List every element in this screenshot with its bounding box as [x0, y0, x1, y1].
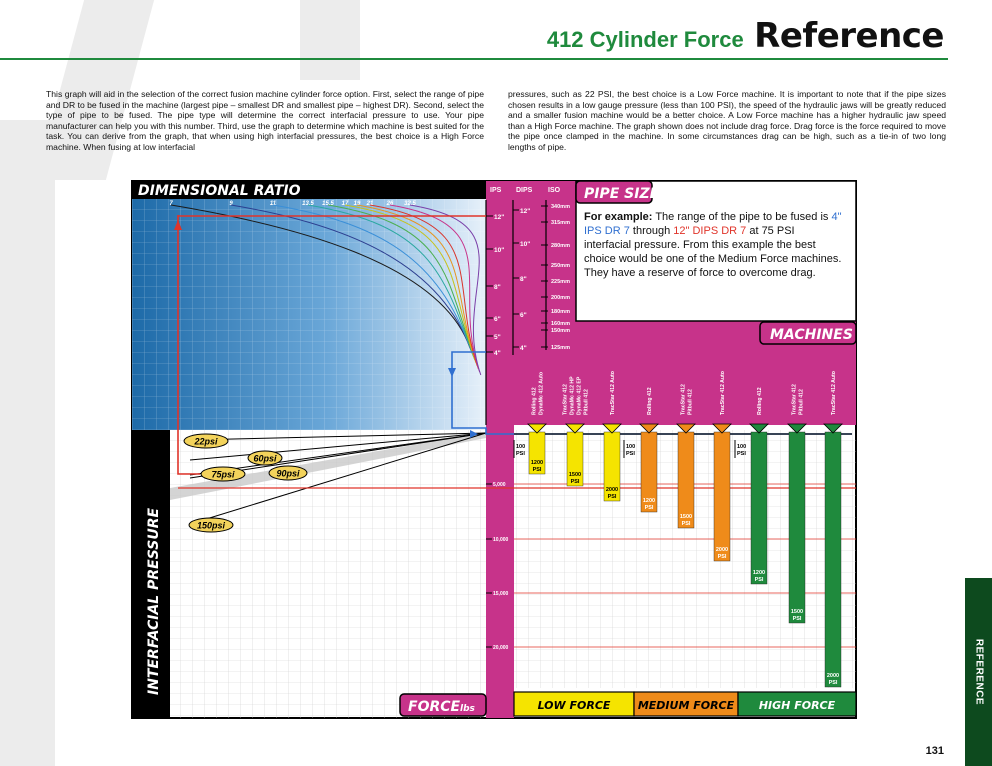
machines-title: MACHINES: [770, 327, 853, 343]
machine-label: TracStar 412: [562, 384, 569, 415]
dr-tick-label: 7: [169, 201, 173, 207]
bar-label: 1200: [642, 498, 656, 504]
machine-label: TracStar 412 Auto: [831, 371, 837, 415]
machine-label: TracStar 412: [791, 384, 798, 415]
psi-label: 150psi: [196, 520, 226, 531]
machine-label: DynaMc 412 Auto: [538, 371, 545, 415]
dips-tick: 6": [520, 312, 527, 319]
section-tab[interactable]: REFERENCE: [965, 578, 992, 766]
dr-tick-label: 15.5: [322, 201, 334, 207]
dips-tick: 12": [520, 208, 531, 215]
page-number: 131: [925, 745, 944, 757]
force-group-label: LOW FORCE: [537, 699, 611, 712]
example-dips: 12" DIPS DR 7: [673, 225, 747, 237]
svg-text:PSI: PSI: [717, 554, 727, 560]
bar-label: 1200: [752, 570, 766, 576]
dr-tick-label: 11: [269, 201, 277, 207]
machine-label: TracStar 412 Auto: [610, 371, 616, 415]
bar-label: 2000: [605, 487, 619, 493]
dr-tick-label: 17: [341, 201, 349, 207]
psi-label: 22psi: [194, 436, 218, 447]
ips-tick: 10": [494, 247, 505, 254]
force-unit: lbs: [460, 704, 475, 714]
svg-text:PSI: PSI: [681, 521, 691, 527]
iso-tick: 225mm: [551, 279, 570, 285]
svg-text:PSI: PSI: [516, 451, 525, 457]
svg-text:PSI: PSI: [737, 451, 746, 457]
example-ips: 4" IPS DR 7: [584, 211, 842, 237]
force-tick: 15,000: [493, 591, 509, 597]
psi-label: 60psi: [253, 453, 277, 464]
machine-label: TracStar 412: [680, 384, 687, 415]
dips-tick: 8": [520, 276, 527, 283]
intro-paragraph-left: This graph will aid in the selection of the correct fusion machine cylinder force option. First, select the range of pipe and DR to be fused in the machine (largest pipe – smallest DR and smallest pipe – highest DR). Second, select the type of pipe to be fused. The pipe type will determine the correct interfacial pressure to use. Your pipe manufacturer can help you with this number. Third, use the graph to determine which machine is best suited for the task. You can derive from the graph, that when using high interfacial pressures, the best choice is a High Force machine. When fusing at low interfacial: [46, 89, 484, 152]
header-subtitle: 412 Cylinder Force: [546, 27, 744, 52]
machine-label: Rolling 412: [531, 387, 538, 415]
iso-tick: 160mm: [551, 321, 570, 327]
col-dips: DIPS: [516, 187, 533, 194]
force-group-label: MEDIUM FORCE: [637, 699, 735, 712]
ips-tick: 8": [494, 284, 501, 291]
ips-tick: 12": [494, 214, 505, 221]
dr-tick-label: 21: [366, 201, 374, 207]
intro-paragraph-right: pressures, such as 22 PSI, the best choice is a Low Force machine. It is important to note that if the pipe sizes chosen results in a low gauge pressure (less than 100 PSI), the speed of the hydraulic jaws will be greatly reduced and a smaller fusion machine would be a better choice. A Low Force machine has a higher hydraulic jaw speed than a High Force machine. The graph shown does not include drag force. Drag force is the force required to move the pipe once clamped in the machine. In some circumstances drag can be high, such as a tie-in of two long lengths of pipe.: [508, 89, 946, 152]
machine-bar: [825, 432, 841, 687]
machine-label: Pitbull 412: [798, 389, 805, 415]
svg-text:PSI: PSI: [792, 616, 802, 622]
example-lead: For example:: [584, 211, 653, 223]
psi-label: 90psi: [276, 468, 300, 479]
force-axis: [486, 425, 514, 718]
force-group-label: HIGH FORCE: [758, 699, 836, 712]
svg-text:PSI: PSI: [754, 577, 764, 583]
min-psi-label: 100: [516, 444, 526, 450]
dips-tick: 4": [520, 345, 527, 352]
iso-tick: 280mm: [551, 243, 570, 249]
iso-tick: 180mm: [551, 309, 570, 315]
machine-label: Pitbull 412: [583, 389, 590, 415]
bar-label: 1200: [530, 460, 544, 466]
header-title: Reference: [754, 16, 944, 56]
bar-label: 2000: [715, 547, 729, 553]
machine-label: Pitbull 412: [687, 389, 694, 415]
svg-text:PSI: PSI: [626, 451, 635, 457]
machine-label: DynaMc 412 HP: [569, 376, 576, 415]
svg-text:PSI: PSI: [570, 479, 580, 485]
psi-label: 75psi: [211, 469, 235, 480]
iso-tick: 250mm: [551, 263, 570, 269]
iso-tick: 340mm: [551, 204, 570, 210]
iso-tick: 200mm: [551, 295, 570, 301]
iso-tick: 315mm: [551, 220, 570, 226]
bar-label: 1500: [568, 472, 582, 478]
dr-tick-label: 32.5: [404, 201, 416, 207]
force-tick: 5,000: [493, 482, 506, 488]
dr-title: DIMENSIONAL RATIO: [138, 183, 301, 199]
machine-label: TracStar 412 Auto: [720, 371, 726, 415]
dr-tick-label: 26: [386, 201, 394, 207]
ips-tick: 4": [494, 350, 501, 357]
force-tick: 20,000: [493, 645, 509, 651]
svg-text:PSI: PSI: [532, 467, 542, 473]
machine-label: Rolling 412: [757, 387, 763, 415]
example-text: For example: The range of the pipe to be fused is 4" IPS DR 7 through 12" DIPS DR 7 at 75 PSI interfacial pressure. From this example the best choice would be one of the Medium Force machines. They have a reserve of force to overcome drag.: [584, 211, 842, 279]
force-title: FORCE: [408, 699, 461, 715]
bar-label: 1500: [679, 514, 693, 520]
dr-tick-label: 19: [353, 201, 361, 207]
machine-bar: [789, 432, 805, 623]
dr-tick-label: 13.5: [302, 201, 314, 207]
dips-tick: 10": [520, 241, 531, 248]
ips-tick: 6": [494, 316, 501, 323]
col-iso: ISO: [548, 187, 561, 194]
svg-text:PSI: PSI: [644, 505, 654, 511]
bar-label: 2000: [826, 673, 840, 679]
svg-text:PSI: PSI: [828, 680, 838, 686]
machine-bar: [714, 432, 730, 561]
min-psi-label: 100: [737, 444, 747, 450]
col-ips: IPS: [490, 187, 502, 194]
ips-tick: 5": [494, 334, 501, 341]
min-psi-label: 100: [626, 444, 636, 450]
svg-text:PSI: PSI: [607, 494, 617, 500]
interfacial-title: INTERFACIAL PRESSURE: [146, 507, 162, 695]
iso-tick: 150mm: [551, 328, 570, 334]
bar-label: 1500: [790, 609, 804, 615]
dr-tick-label: 9: [229, 201, 233, 207]
machine-label: DynaMc 412 EP: [576, 376, 583, 415]
machine-label: Rolling 412: [647, 387, 653, 415]
iso-tick: 125mm: [551, 345, 570, 351]
pipe-size-title: PIPE SIZE: [584, 186, 660, 202]
force-tick: 10,000: [493, 537, 509, 543]
machine-bar: [751, 432, 767, 584]
